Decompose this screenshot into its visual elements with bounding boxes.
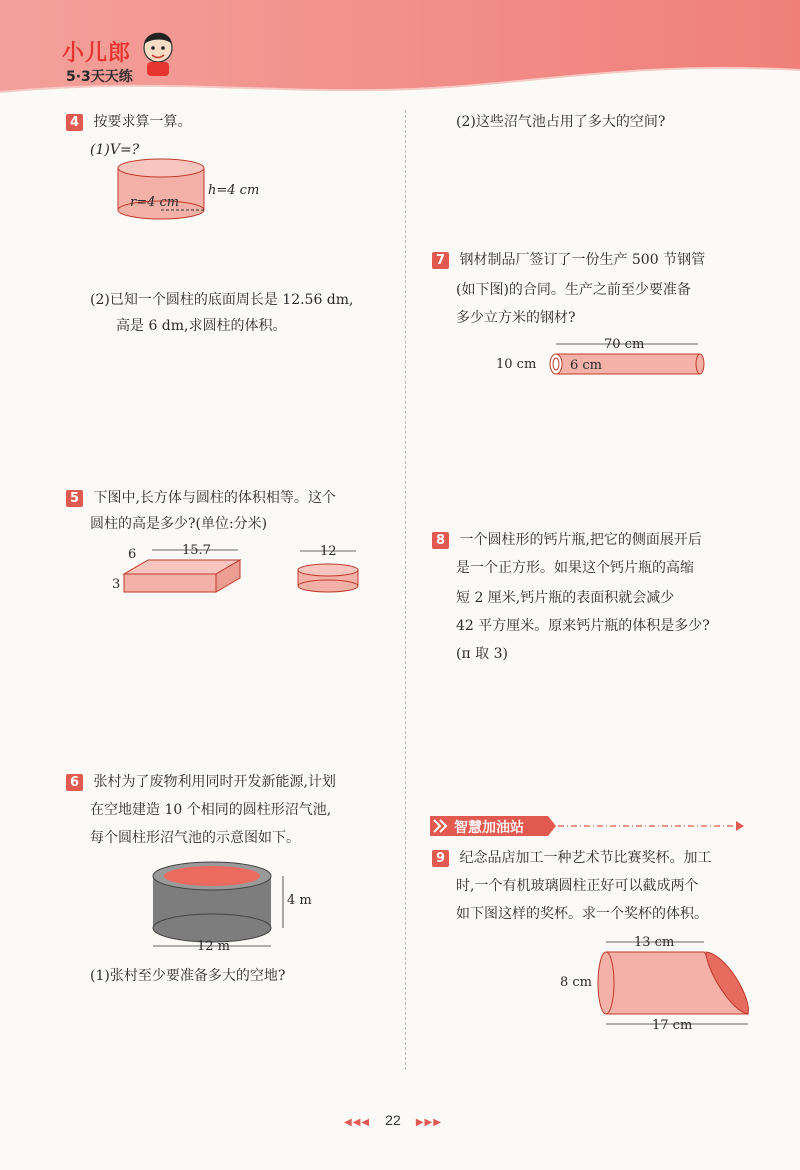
q4-r-label: r=4 cm — [130, 195, 180, 210]
column-divider — [405, 110, 406, 1070]
page-footer — [344, 1110, 442, 1129]
q4-cylinder-figure — [112, 158, 272, 222]
q7-pipe-figure — [494, 334, 714, 378]
page-number: 22 — [385, 1112, 401, 1128]
q7-inner-label: 6 cm — [570, 358, 603, 373]
brand-title: 小儿郎 — [62, 41, 132, 66]
q6-height-label: 4 m — [287, 893, 312, 908]
q7-line2: (如下图)的合同。生产之前至少要准备 — [456, 282, 691, 298]
question-number: 6 — [66, 774, 83, 791]
q9-height-label: 8 cm — [560, 975, 593, 990]
q8-line5: (π 取 3) — [456, 646, 508, 662]
question-number: 8 — [432, 532, 449, 549]
q5-line1: 5 下图中,长方体与圆柱的体积相等。这个 — [66, 488, 336, 508]
q4-part2-line2: 高是 6 dm,求圆柱的体积。 — [116, 318, 287, 334]
q9-bottom-label: 17 cm — [652, 1018, 693, 1033]
question-number: 9 — [432, 850, 449, 867]
q6-part1: (1)张村至少要准备多大的空地? — [90, 968, 286, 984]
q6-line2: 在空地建造 10 个相同的圆柱形沼气池, — [90, 802, 332, 818]
q5-cylinder-figure — [294, 540, 364, 600]
q5-height-label: 3 — [112, 577, 121, 592]
question-number: 7 — [432, 252, 449, 269]
q4-h-label: h=4 cm — [208, 183, 260, 198]
prev-arrows-icon: ◀◀◀ — [344, 1117, 371, 1128]
q8-line4: 42 平方厘米。原来钙片瓶的体积是多少? — [456, 618, 710, 634]
q7-line1: 7 钢材制品厂签订了一份生产 500 节钢管 — [432, 250, 705, 270]
q7-outer-label: 10 cm — [496, 357, 537, 372]
question-number: 4 — [66, 114, 83, 131]
q4-part2-line1: (2)已知一个圆柱的底面周长是 12.56 dm, — [90, 292, 354, 308]
q9-trophy-figure — [556, 930, 756, 1036]
q8-line2: 是一个正方形。如果这个钙片瓶的高缩 — [456, 560, 694, 576]
q5-line2: 圆柱的高是多少?(单位:分米) — [90, 516, 268, 532]
q6-line1: 6 张村为了废物利用同时开发新能源,计划 — [66, 772, 336, 792]
q6-line3: 每个圆柱形沼气池的示意图如下。 — [90, 830, 300, 846]
q8-line3: 短 2 厘米,钙片瓶的表面积就会减少 — [456, 590, 675, 606]
q6-tank-figure — [145, 856, 325, 956]
q8-line1: 8 一个圆柱形的钙片瓶,把它的侧面展开后 — [432, 530, 702, 550]
q9-top-label: 13 cm — [634, 935, 675, 950]
brand-subtitle: 5·3天天练 — [66, 69, 133, 85]
q9-line2: 时,一个有机玻璃圆柱正好可以截成两个 — [456, 878, 699, 894]
q9-line1: 9 纪念品店加工一种艺术节比赛奖杯。加工 — [432, 848, 711, 868]
q9-line3: 如下图这样的奖杯。求一个奖杯的体积。 — [456, 906, 708, 922]
q5-length-label: 15.7 — [182, 543, 211, 558]
question-number: 5 — [66, 490, 83, 507]
mascot-icon — [138, 26, 178, 78]
q4-title: 4 按要求算一算。 — [66, 112, 191, 132]
q5-width-label: 6 — [128, 547, 137, 562]
q6-part2: (2)这些沼气池占用了多大的空间? — [456, 114, 666, 130]
next-arrows-icon: ▶▶▶ — [415, 1117, 442, 1128]
q4-part1-label: (1)V=? — [90, 142, 140, 158]
q7-line3: 多少立方米的钢材? — [456, 310, 576, 326]
q5-diameter-label: 12 — [320, 544, 337, 559]
section-banner-title: 智慧加油站 — [454, 820, 524, 836]
q5-box-figure — [108, 540, 248, 600]
q6-diameter-label: 12 m — [197, 939, 231, 954]
q7-length-label: 70 cm — [604, 337, 645, 352]
